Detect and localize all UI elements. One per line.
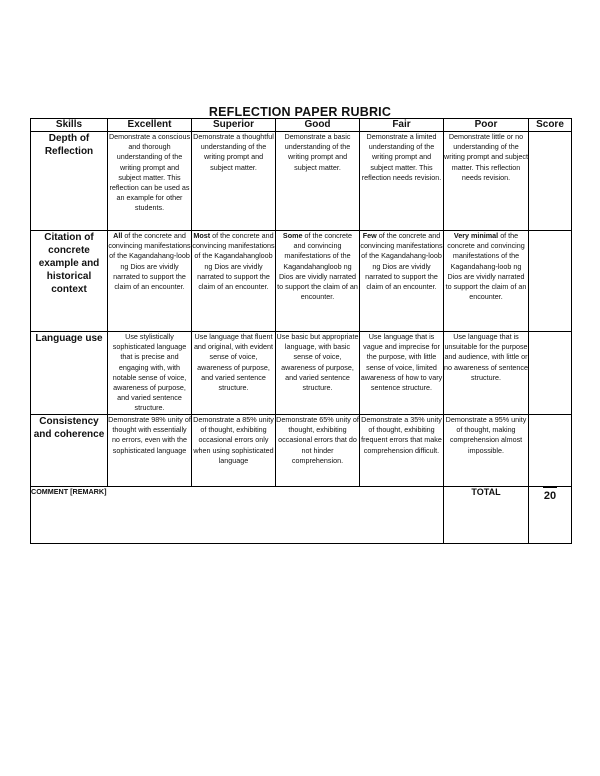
score-cell[interactable] [529, 332, 572, 415]
criteria-cell [276, 415, 360, 487]
comment-cell[interactable] [31, 487, 444, 544]
criteria-lead: Most [193, 231, 211, 240]
header-fair: Fair [360, 119, 444, 132]
criteria-text: Use language that fluent and original, with evident sense of voice, awareness of purpose, and varied sentence structure. [193, 332, 274, 393]
criteria-cell [192, 415, 276, 487]
skill-label: Consistency and coherence [31, 415, 108, 487]
table-row [31, 332, 572, 415]
header-row [31, 119, 572, 132]
rubric-table [30, 118, 572, 544]
rubric-title: REFLECTION PAPER RUBRIC [208, 105, 392, 119]
score-cell[interactable] [529, 231, 572, 332]
table-row [31, 415, 572, 487]
criteria-lead: All [113, 231, 123, 240]
header-poor: Poor [444, 119, 529, 132]
criteria-cell [444, 132, 529, 231]
criteria-text: Demonstrate a 95% unity of thought, making comprehension almost impossible. [445, 415, 527, 455]
table-row [31, 231, 572, 332]
criteria-text: Demonstrate a basic understanding of the writing prompt and subject matter. [284, 132, 351, 172]
criteria-text: Demonstrate a limited understanding of the writing prompt and subject matter. This reflection needs revision. [361, 132, 442, 182]
criteria-cell [444, 231, 529, 332]
score-blank-line [543, 487, 557, 488]
criteria-cell [108, 132, 192, 231]
comment-row [31, 487, 572, 544]
criteria-text: Demonstrate a conscious and thorough understanding of the writing prompt and subject matter. This reflection can be used as an example for other students. [108, 132, 191, 213]
criteria-cell [276, 231, 360, 332]
criteria-text: Use language that is unsuitable for the purpose and audience, with little or no awareness of sentence structure. [444, 332, 528, 382]
skill-label: Citation of concrete example and historical context [31, 231, 108, 332]
criteria-text: Demonstrate a 35% unity of thought, exhibiting frequent errors that make comprehension difficult. [361, 415, 442, 455]
criteria-cell [108, 332, 192, 415]
criteria-text: Demonstrate 65% unity of thought, exhibiting occasional errors that do not hinder comprehension. [276, 415, 359, 465]
criteria-cell [444, 332, 529, 415]
header-superior: Superior [192, 119, 276, 132]
criteria-cell [360, 332, 444, 415]
criteria-cell [276, 332, 360, 415]
header-excellent: Excellent [108, 119, 192, 132]
criteria-lead: Some [282, 231, 303, 240]
criteria-cell [444, 415, 529, 487]
criteria-cell [276, 132, 360, 231]
criteria-lead: Very minimal [453, 231, 499, 240]
criteria-cell [108, 231, 192, 332]
criteria-text: Demonstrate 98% unity of thought with essentially no errors, even with the sophisticated language [108, 415, 191, 455]
total-max-score: 20 [543, 490, 557, 502]
criteria-text: of the concrete and convincing manifestations of the Kagandahangloob ng Dios are vividly narrated to support the claim of an encounter. [277, 231, 358, 302]
criteria-cell [360, 132, 444, 231]
table-row [31, 132, 572, 231]
criteria-text: of the concrete and convincing manifestations of the Kagandahang-loob ng Dios are vividly narrated to support the claim of an encounter. [360, 231, 443, 292]
criteria-cell [360, 231, 444, 332]
skill-label: Depth of Reflection [31, 132, 108, 231]
criteria-cell [108, 415, 192, 487]
header-good: Good [276, 119, 360, 132]
criteria-cell [192, 132, 276, 231]
criteria-cell [360, 415, 444, 487]
criteria-text: Demonstrate little or no understanding of the writing prompt and subject matter. This reflection needs revision. [444, 132, 528, 182]
criteria-text: Use stylistically sophisticated language that is precise and engaging with, with notable sense of voice, awareness of purpose, and varied sentence structure. [112, 332, 187, 413]
total-label: TOTAL [444, 487, 529, 544]
criteria-text: of the concrete and convincing manifestations of the Kagandahangloob ng Dios are vividly narrated to support the claim of an encounter. [192, 231, 275, 292]
header-score: Score [529, 119, 572, 132]
score-cell[interactable] [529, 132, 572, 231]
criteria-text: Demonstrate a 85% unity of thought, exhibiting occasional errors only when using sophisticated language [193, 415, 274, 465]
criteria-lead: Few [362, 231, 377, 240]
criteria-cell [192, 231, 276, 332]
header-skills: Skills [31, 119, 108, 132]
criteria-text: Demonstrate a thoughtful understanding of the writing prompt and subject matter. [193, 132, 274, 172]
total-score-cell[interactable] [529, 487, 572, 544]
comment-label: COMMENT [REMARK] [31, 487, 107, 496]
criteria-text: Use language that is vague and imprecise for the purpose, with little sense of voice, limited awareness of how to vary sentence structure. [360, 332, 443, 393]
criteria-cell [192, 332, 276, 415]
criteria-text: Use basic but appropriate language, with basic sense of voice, awareness of purpose, and varied sentence structure. [276, 332, 359, 393]
criteria-text: of the concrete and convincing manifestations of the Kagandahang-loob ng Dios are vividly narrated to support the claim of an encounter. [445, 231, 527, 302]
score-cell[interactable] [529, 415, 572, 487]
criteria-text: of the concrete and convincing manifestations of the Kagandahang-loob ng Dios are vividly narrated to support the claim of an encounter. [108, 231, 191, 292]
skill-label: Language use [31, 332, 108, 415]
